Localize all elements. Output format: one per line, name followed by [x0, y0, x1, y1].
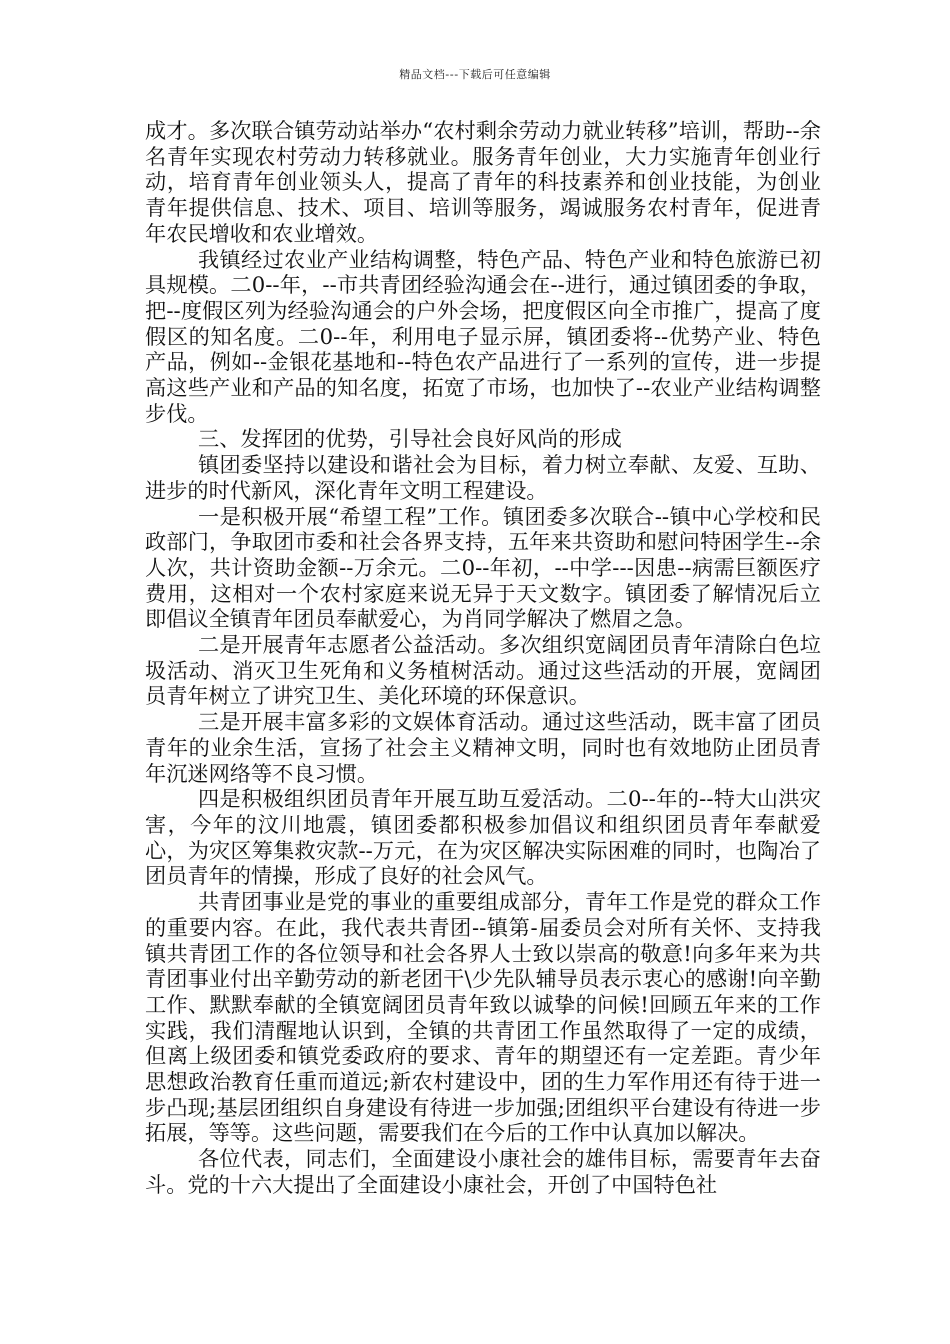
document-body — [145, 118, 821, 1198]
paragraph: 三是开展丰富多彩的文娱体育活动。通过这些活动，既丰富了团员青年的业余生活，宣扬了社会主义精神文明，同时也有效地防止团员青年沉迷网络等不良习惯。 — [145, 709, 821, 786]
page-header: 精品文档---下载后可任意编辑 — [399, 68, 551, 81]
paragraph: 二是开展青年志愿者公益活动。多次组织宽阔团员青年清除白色垃圾活动、消灭卫生死角和义务植树活动。通过这些活动的开展，宽阔团员青年树立了讲究卫生、美化环境的环保意识。 — [145, 632, 821, 709]
paragraph: 我镇经过农业产业结构调整，特色产品、特色产业和特色旅游已初具规模。二0--年，--市共青团经验沟通会在--进行，通过镇团委的争取，把--度假区列为经验沟通会的户外会场，把度假区向全市推广，提高了度假区的知名度。二0--年，利用电子显示屏，镇团委将--优势产业、特色产品，例如--金银花基地和--特色农产品进行了一系列的宣传，进一步提高这些产业和产品的知名度，拓宽了市场，也加快了--农业产业结构调整步伐。 — [145, 246, 821, 426]
paragraph: 一是积极开展“希望工程”工作。镇团委多次联合--镇中心学校和民政部门，争取团市委和社会各界支持，五年来共资助和慰问特困学生--余人次，共计资助金额--万余元。二0--年初，--中学---因患--病需巨额医疗费用，这相对一个农村家庭来说无异于天文数字。镇团委了解情况后立即倡议全镇青年团员奉献爱心，为肖同学解决了燃眉之急。 — [145, 503, 821, 632]
paragraph: 成才。多次联合镇劳动站举办“农村剩余劳动力就业转移”培训，帮助--余名青年实现农村劳动力转移就业。服务青年创业，大力实施青年创业行动，培育青年创业领头人，提高了青年的科技素养和创业技能，为创业青年提供信息、技术、项目、培训等服务，竭诚服务农村青年，促进青年农民增收和农业增效。 — [145, 118, 821, 246]
section-heading: 三、发挥团的优势，引导社会良好风尚的形成 — [198, 426, 622, 452]
paragraph: 各位代表，同志们，全面建设小康社会的雄伟目标，需要青年去奋斗。党的十六大提出了全面建设小康社会，开创了中国特色社 — [145, 1146, 821, 1197]
paragraph: 镇团委坚持以建设和谐社会为目标，着力树立奉献、友爱、互助、进步的时代新风，深化青年文明工程建设。 — [145, 452, 821, 503]
paragraph: 四是积极组织团员青年开展互助互爱活动。二0--年的--特大山洪灾害，今年的汶川地震，镇团委都积极参加倡议和组织团员青年奉献爱心，为灾区筹集救灾款--万元，在为灾区解决实际困难的同时，也陶冶了团员青年的情操，形成了良好的社会风气。 — [145, 786, 821, 889]
paragraph: 共青团事业是党的事业的重要组成部分，青年工作是党的群众工作的重要内容。在此，我代表共青团--镇第-届委员会对所有关怀、支持我镇共青团工作的各位领导和社会各界人士致以崇高的敬意!向多年来为共青团事业付出辛勤劳动的新老团干\少先队辅导员表示衷心的感谢!向辛勤工作、默默奉献的全镇宽阔团员青年致以诚挚的问候!回顾五年来的工作实践，我们清醒地认识到，全镇的共青团工作虽然取得了一定的成绩，但离上级团委和镇党委政府的要求、青年的期望还有一定差距。青少年思想政治教育任重而道远;新农村建设中，团的生力军作用还有待于进一步凸现;基层团组织自身建设有待进一步加强;团组织平台建设有待进一步拓展，等等。这些问题，需要我们在今后的工作中认真加以解决。 — [145, 889, 821, 1146]
